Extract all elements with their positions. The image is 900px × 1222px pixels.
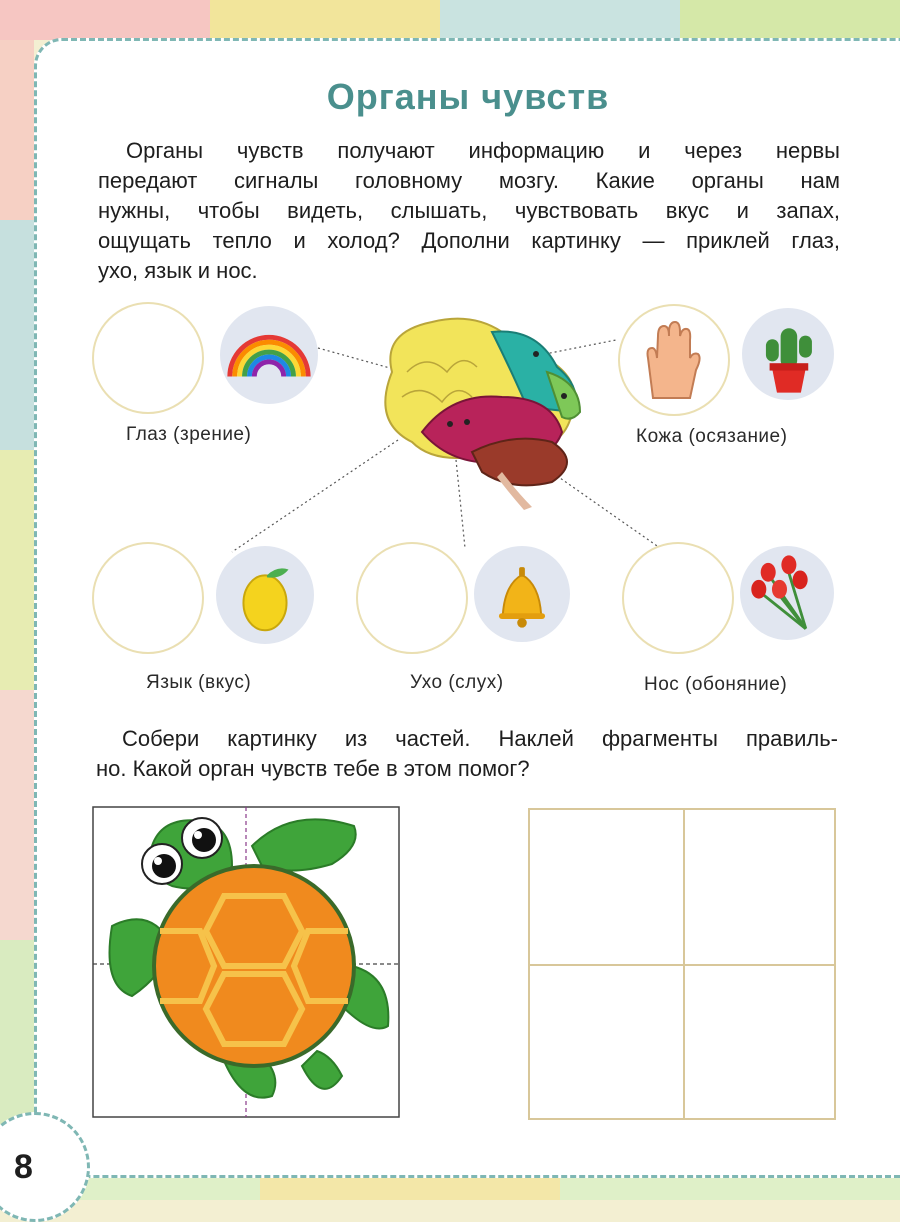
skin-label: Кожа (осязание) [636, 426, 788, 447]
tulips-icon [740, 546, 834, 640]
intro-line: ухо, язык и нос. [98, 258, 258, 283]
tongue-label: Язык (вкус) [146, 672, 252, 693]
page-title: Органы чувств [326, 76, 610, 117]
ear-label: Ухо (слух) [410, 672, 504, 693]
ear-sticker-slot[interactable] [356, 542, 468, 654]
grid-divider-vertical [683, 810, 685, 1118]
intro-line: ощущать тепло и холод? Дополни картинку — приклей глаз, [98, 228, 840, 253]
nose-sticker-slot[interactable] [622, 542, 734, 654]
puzzle-line: Собери картинку из частей. Наклей фрагменты правиль- [122, 726, 838, 751]
cactus-icon [742, 308, 834, 400]
grid-divider-horizontal [530, 964, 834, 966]
intro-line: нужны, чтобы видеть, слышать, чувствовать вкус и запах, [98, 198, 840, 223]
page-number: 8 [14, 1148, 33, 1186]
eye-sticker-slot[interactable] [92, 302, 204, 414]
turtle-icon [92, 806, 400, 1118]
puzzle-paragraph [96, 724, 838, 784]
hand-icon [638, 318, 708, 402]
rainbow-icon [220, 306, 318, 404]
intro-line: Органы чувств получают информацию и через нервы [126, 138, 840, 163]
puzzle-line: но. Какой орган чувств тебе в этом помог? [96, 756, 530, 781]
nose-label: Нос (обоняние) [644, 674, 788, 695]
bell-icon [474, 546, 570, 642]
lemon-icon [216, 546, 314, 644]
tongue-sticker-slot[interactable] [92, 542, 204, 654]
eye-label: Глаз (зрение) [126, 424, 252, 445]
intro-line: передают сигналы головному мозгу. Какие органы нам [98, 168, 840, 193]
puzzle-sticker-grid[interactable] [528, 808, 836, 1120]
brain-icon [352, 312, 592, 512]
